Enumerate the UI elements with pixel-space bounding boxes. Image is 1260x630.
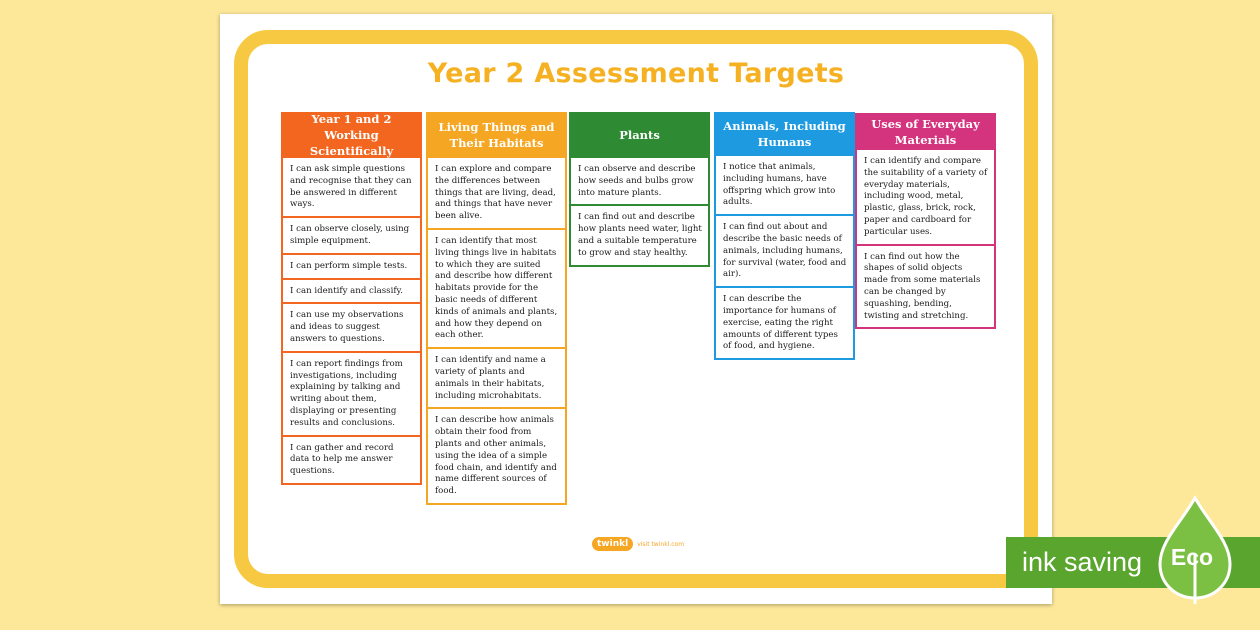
target-item: I can report findings from investigations, including explaining by talking and writing about them, displaying or presenting results and conclusions. <box>283 351 420 435</box>
twinkl-url: visit twinkl.com <box>637 540 685 548</box>
target-item: I can describe how animals obtain their food from plants and other animals, using the idea of a simple food chain, and identify and name different sources of food. <box>428 407 565 503</box>
target-item: I can find out how the shapes of solid objects made from some materials can be changed by squashing, bending, twisting and stretching. <box>857 244 994 328</box>
target-item: I can perform simple tests. <box>283 253 420 278</box>
eco-label: Eco <box>1170 544 1214 570</box>
worksheet-page <box>220 14 1052 604</box>
target-item: I can gather and record data to help me answer questions. <box>283 435 420 483</box>
target-item: I can find out about and describe the basic needs of animals, including humans, for survival (water, food and air). <box>716 214 853 286</box>
target-item: I can ask simple questions and recognise that they can be answered in different ways. <box>283 156 420 216</box>
column-plants <box>569 112 710 267</box>
target-item: I can describe the importance for humans of exercise, eating the right amounts of different types of food, and hygiene. <box>716 286 853 358</box>
column-animals <box>714 112 855 360</box>
column-working-scientifically <box>281 112 422 485</box>
column-heading: Year 1 and 2 Working Scientifically <box>283 114 420 156</box>
column-heading: Plants <box>571 114 708 156</box>
page-title: Year 2 Assessment Targets <box>427 58 845 89</box>
target-item: I can explore and compare the differences between things that are living, dead, and things that have never been alive. <box>428 156 565 228</box>
twinkl-footer <box>592 537 684 551</box>
column-materials <box>855 113 996 329</box>
target-item: I can use my observations and ideas to suggest answers to questions. <box>283 302 420 350</box>
column-heading: Animals, Including Humans <box>716 114 853 154</box>
column-heading: Uses of Everyday Materials <box>857 115 994 148</box>
target-item: I notice that animals, including humans, have offspring which grow into adults. <box>716 154 853 214</box>
target-item: I can identify that most living things live in habitats to which they are suited and describe how different habitats provide for the basic needs of different kinds of animals and plants, and how they depend on each other. <box>428 228 565 347</box>
column-living-things <box>426 112 567 505</box>
target-item: I can observe closely, using simple equipment. <box>283 216 420 253</box>
target-item: I can observe and describe how seeds and bulbs grow into mature plants. <box>571 156 708 204</box>
twinkl-logo: twinkl <box>592 537 633 551</box>
target-item: I can identify and classify. <box>283 278 420 303</box>
target-item: I can find out and describe how plants need water, light and a suitable temperature to grow and stay healthy. <box>571 204 708 264</box>
ink-saving-text: ink saving <box>1022 547 1143 577</box>
column-heading: Living Things and Their Habitats <box>428 114 565 156</box>
target-item: I can identify and compare the suitability of a variety of everyday materials, including wood, metal, plastic, glass, brick, rock, paper and cardboard for particular uses. <box>857 148 994 244</box>
target-item: I can identify and name a variety of plants and animals in their habitats, including microhabitats. <box>428 347 565 407</box>
